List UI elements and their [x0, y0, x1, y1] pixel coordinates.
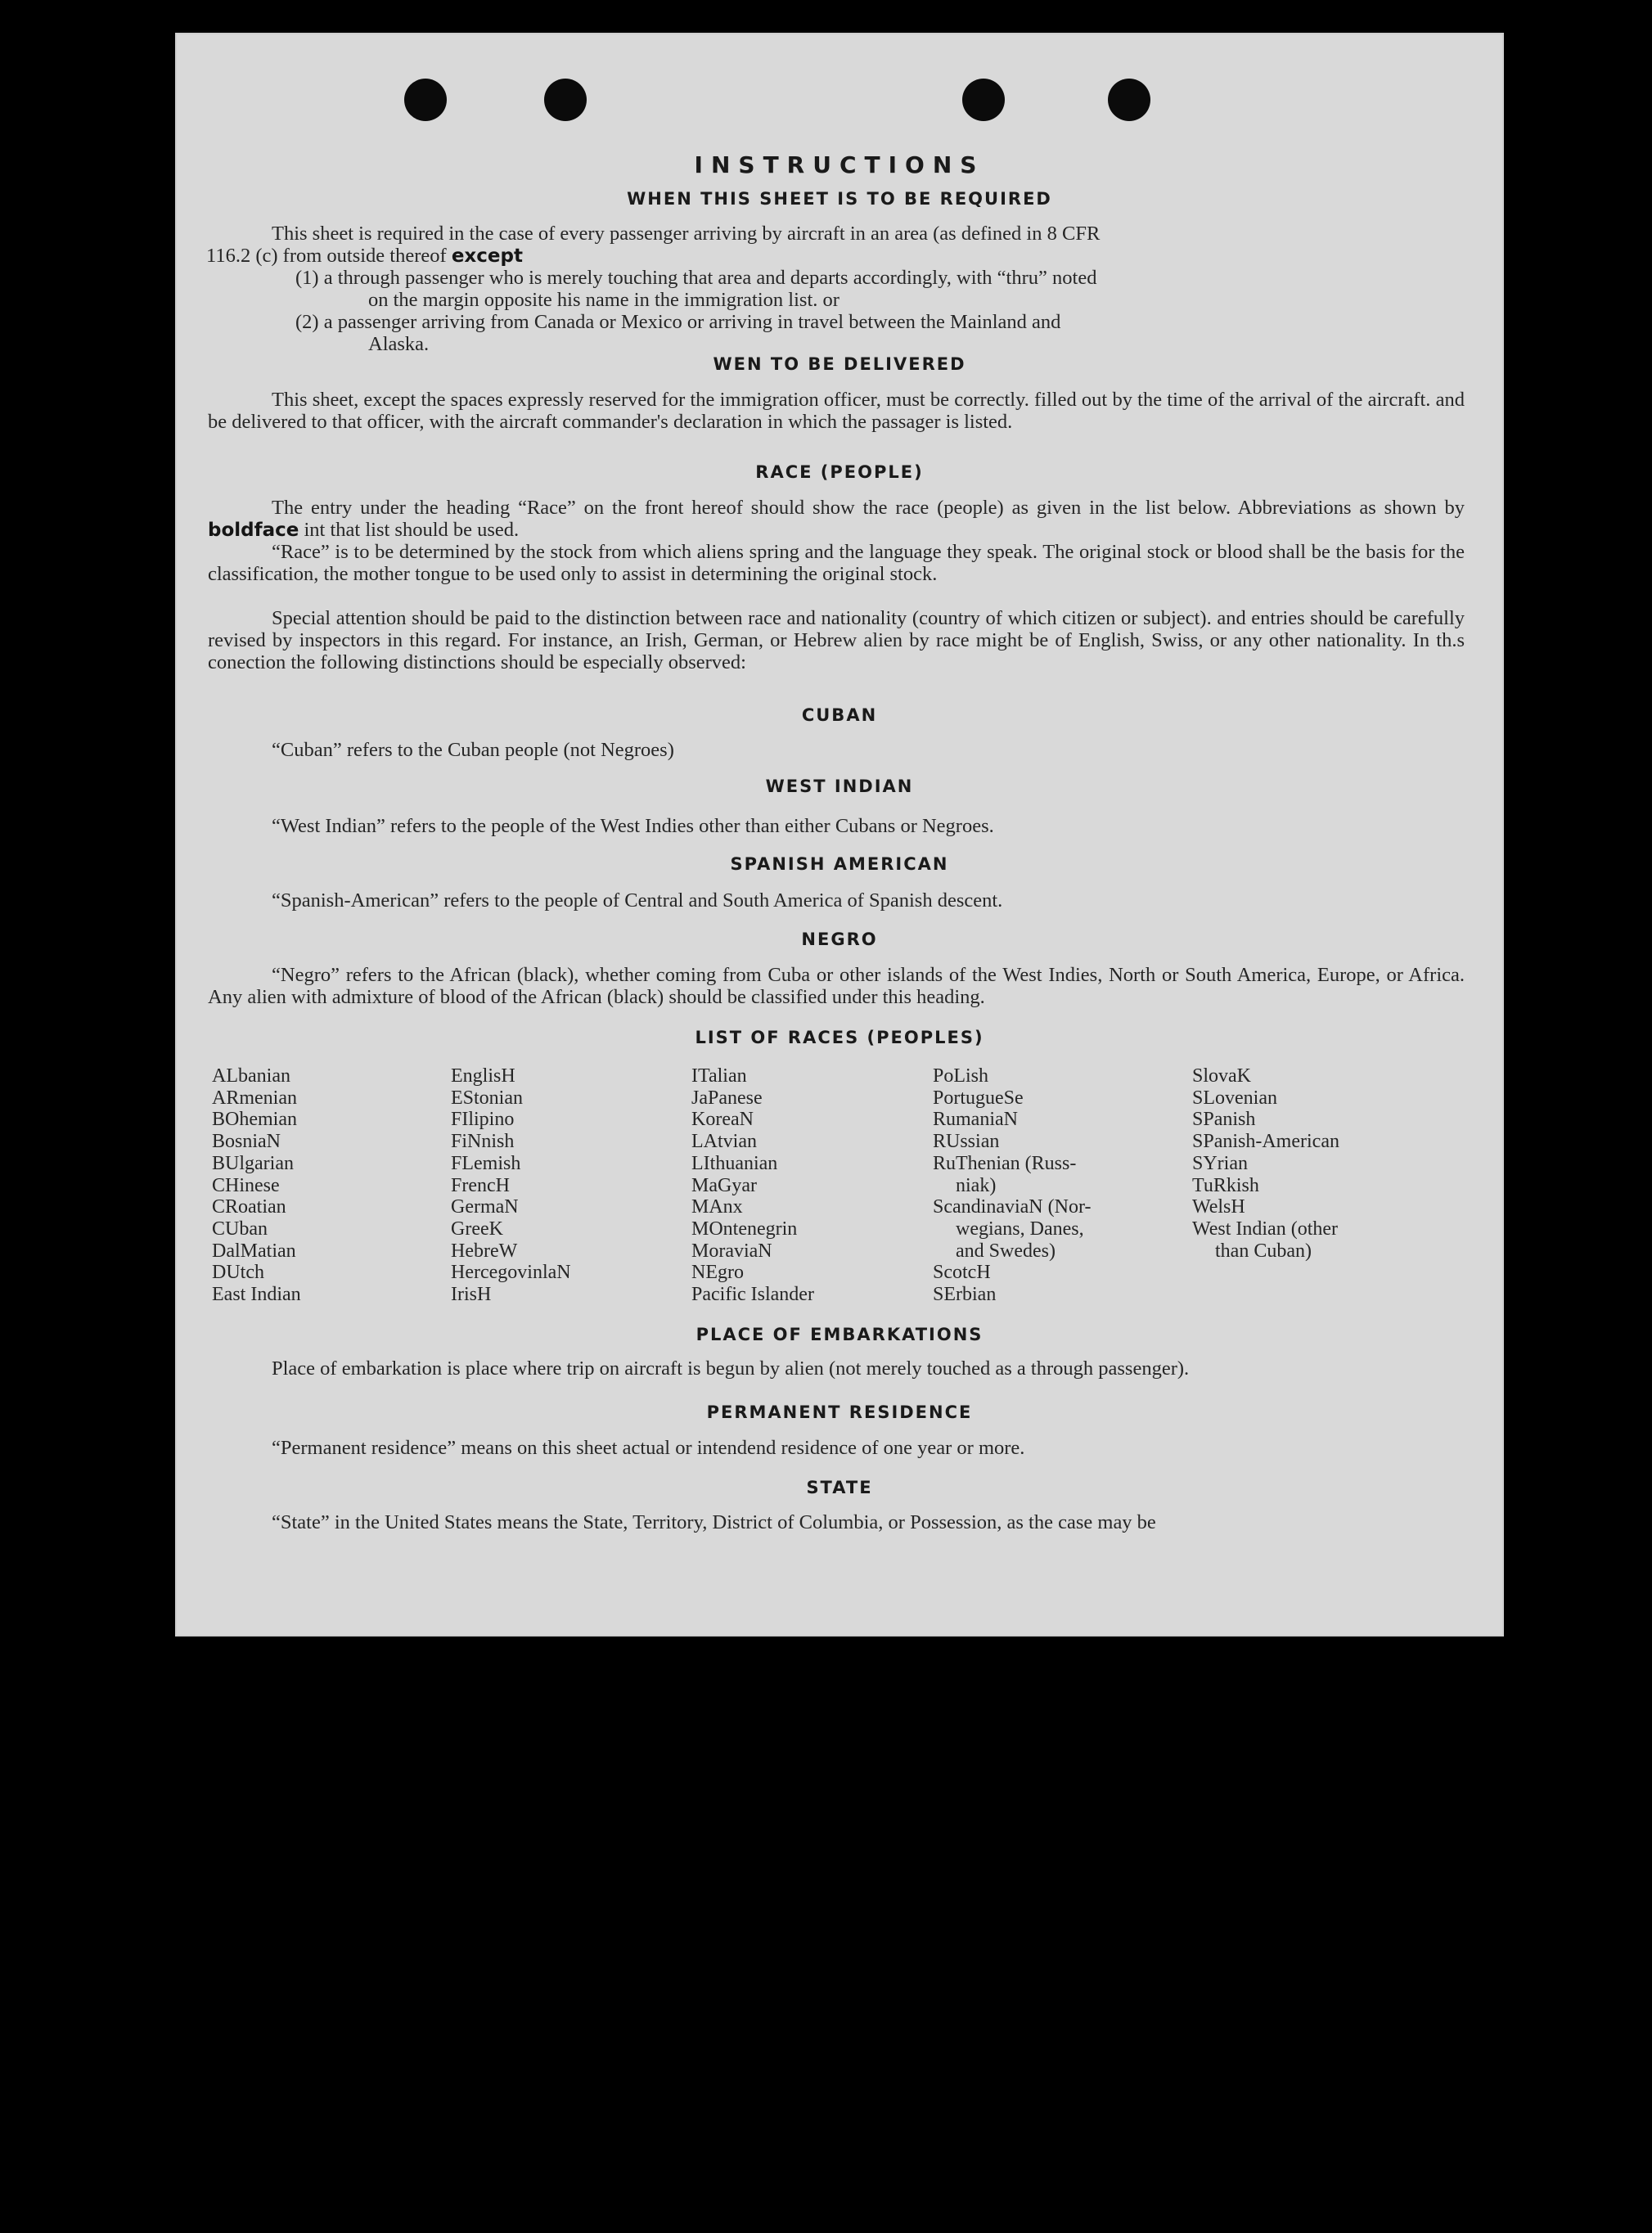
- race-entry: BosniaN: [212, 1131, 281, 1153]
- section-heading-cuban: CUBAN: [801, 705, 878, 725]
- race-entry: GreeK: [451, 1218, 503, 1240]
- race-entry: FLemish: [451, 1152, 521, 1174]
- race-entry: BOhemian: [212, 1109, 297, 1131]
- page-title: INSTRUCTIONS: [694, 151, 985, 178]
- race-entry: NEgro: [691, 1262, 744, 1284]
- race-entry: HercegovinlaN: [451, 1262, 571, 1284]
- residence-text: “Permanent residence” means on this sheet actual or intendend residence of one year or more.: [272, 1437, 1025, 1459]
- race-entry: EStonian: [451, 1087, 523, 1109]
- punch-hole: [1108, 79, 1150, 121]
- required-line2: 116.2 (c) from outside thereof: [206, 245, 447, 267]
- race-entry: MaGyar: [691, 1174, 757, 1196]
- negro-text: “Negro” refers to the African (black), whether coming from Cuba or other islands of the West Indies, North or South America, Europe, or Africa. Any alien with admixture of blood of the African (black) should be classified under this heading.: [208, 964, 1465, 1008]
- race-entry: SPanish: [1192, 1109, 1256, 1131]
- item2-line1: (2) a passenger arriving from Canada or Mexico or arriving in travel between the Mainland and: [295, 311, 1061, 333]
- race-entry: SlovaK: [1192, 1065, 1251, 1087]
- section-heading-spanish-american: SPANISH AMERICAN: [730, 854, 949, 874]
- race-text-1: [208, 497, 1465, 542]
- race-entry: IrisH: [451, 1284, 492, 1306]
- race-entry: RUssian: [933, 1131, 1000, 1153]
- race-entry: HebreW: [451, 1240, 518, 1262]
- race-entry: FiNnish: [451, 1131, 515, 1153]
- race-entry: LIthuanian: [691, 1152, 778, 1174]
- races-column-3: [691, 1065, 814, 1306]
- race-entry: DUtch: [212, 1262, 264, 1284]
- except-bold: except: [451, 245, 523, 267]
- race-entry: RuThenian (Russ-: [933, 1152, 1077, 1174]
- race-entry: SErbian: [933, 1284, 997, 1306]
- spanish-american-text: “Spanish-American” refers to the people of Central and South America of Spanish descent.: [272, 889, 1003, 912]
- race-entry: PortugueSe: [933, 1087, 1024, 1109]
- race-entry: FrencH: [451, 1174, 510, 1196]
- race-entry: DalMatian: [212, 1240, 296, 1262]
- race-entry: MOntenegrin: [691, 1218, 798, 1240]
- race-entry: East Indian: [212, 1284, 301, 1306]
- section-heading-race: RACE (PEOPLE): [755, 462, 924, 482]
- race-entry: LAtvian: [691, 1131, 757, 1153]
- races-column-4: [933, 1065, 1091, 1306]
- section-heading-list-of-races: LIST OF RACES (PEOPLES): [695, 1028, 984, 1047]
- race-text-3: Special attention should be paid to the distinction between race and nationality (country of which citizen or subject). and entries should be carefully revised by inspectors in this regard. For instance, an Irish, German, or Hebrew alien by race might be of English, Swiss, or any other nationality. In th.s conection the following distinctions should be especially observed:: [208, 607, 1465, 673]
- required-text-cont: [206, 245, 1465, 268]
- race-entry: MAnx: [691, 1196, 743, 1218]
- race-entry: CUban: [212, 1218, 268, 1240]
- races-column-2: [451, 1065, 571, 1306]
- required-item2-cont: [368, 333, 1465, 355]
- item2-line2: Alaska.: [368, 333, 430, 355]
- section-heading-residence: PERMANENT RESIDENCE: [706, 1402, 973, 1422]
- race-entry: BUlgarian: [212, 1152, 294, 1174]
- race-entry: CRoatian: [212, 1196, 286, 1218]
- race-entry: SPanish-American: [1192, 1131, 1339, 1153]
- embarkation-text: Place of embarkation is place where trip on aircraft is begun by alien (not merely touched as a through passenger).: [272, 1357, 1190, 1380]
- state-text: “State” in the United States means the State, Territory, District of Columbia, or Possession, as the case may be: [272, 1511, 1156, 1533]
- races-column-5: [1192, 1065, 1339, 1262]
- race-entry: ScotcH: [933, 1262, 991, 1284]
- cuban-text: “Cuban” refers to the Cuban people (not Negroes): [272, 739, 674, 761]
- race-entry: niak): [956, 1174, 997, 1196]
- section-heading-negro: NEGRO: [801, 930, 878, 949]
- race-entry: JaPanese: [691, 1087, 763, 1109]
- race-entry: MoraviaN: [691, 1240, 772, 1262]
- race-entry: KoreaN: [691, 1109, 754, 1131]
- delivered-text: This sheet, except the spaces expressly reserved for the immigration officer, must be correctly. filled out by the time of the arrival of the aircraft. and be delivered to that officer, with the aircraft commander's declaration in which the passager is listed.: [208, 389, 1465, 433]
- race-entry: ARmenian: [212, 1087, 297, 1109]
- required-item2: [295, 311, 1393, 333]
- required-text: [208, 223, 1465, 245]
- section-heading-delivered: WEN TO BE DELIVERED: [713, 354, 966, 374]
- race-entry: GermaN: [451, 1196, 519, 1218]
- boldface-bold: boldface: [208, 520, 299, 541]
- race-entry: FIlipino: [451, 1109, 515, 1131]
- race-entry: CHinese: [212, 1174, 280, 1196]
- race-entry: PoLish: [933, 1065, 989, 1087]
- punch-hole: [544, 79, 587, 121]
- punch-hole: [962, 79, 1005, 121]
- west-indian-text: “West Indian” refers to the people of the West Indies other than either Cubans or Negroes.: [272, 815, 994, 837]
- required-line1: This sheet is required in the case of every passenger arriving by aircraft in an area (as defined in 8 CFR: [272, 223, 1101, 245]
- punch-hole: [404, 79, 447, 121]
- race-entry: wegians, Danes,: [956, 1218, 1084, 1240]
- race-entry: and Swedes): [956, 1240, 1056, 1262]
- required-item1-cont: [368, 289, 1465, 311]
- section-heading-required: WHEN THIS SHEET IS TO BE REQUIRED: [627, 189, 1052, 209]
- races-column-1: [212, 1065, 301, 1306]
- race-entry: EnglisH: [451, 1065, 515, 1087]
- race-entry: SLovenian: [1192, 1087, 1277, 1109]
- race-entry: ITalian: [691, 1065, 747, 1087]
- section-heading-west-indian: WEST INDIAN: [765, 777, 914, 796]
- race-entry: RumaniaN: [933, 1109, 1018, 1131]
- required-item1: [295, 267, 1393, 289]
- race-text-1-pre: The entry under the heading “Race” on the front hereof should show the race (people) as given in the list below. Abbreviations as shown by: [272, 497, 1465, 519]
- race-entry: Pacific Islander: [691, 1284, 814, 1306]
- item1-line2: on the margin opposite his name in the immigration list. or: [368, 289, 840, 311]
- item1-line1: (1) a through passenger who is merely touching that area and departs accordingly, with “thru” noted: [295, 267, 1097, 289]
- race-entry: West Indian (other: [1192, 1218, 1339, 1240]
- race-entry: SYrian: [1192, 1152, 1248, 1174]
- race-text-2: “Race” is to be determined by the stock from which aliens spring and the language they speak. The original stock or blood shall be the basis for the classification, the mother tongue to be used only to assist in determining the original stock.: [208, 541, 1465, 585]
- race-entry: ALbanian: [212, 1065, 290, 1087]
- race-text-1-post: int that list should be used.: [304, 519, 520, 541]
- section-heading-state: STATE: [806, 1478, 873, 1497]
- race-entry: than Cuban): [1215, 1240, 1312, 1262]
- race-entry: TuRkish: [1192, 1174, 1259, 1196]
- section-heading-embarkation: PLACE OF EMBARKATIONS: [695, 1325, 984, 1344]
- race-entry: WelsH: [1192, 1196, 1245, 1218]
- document-page: [175, 33, 1504, 1636]
- race-entry: ScandinaviaN (Nor-: [933, 1196, 1092, 1218]
